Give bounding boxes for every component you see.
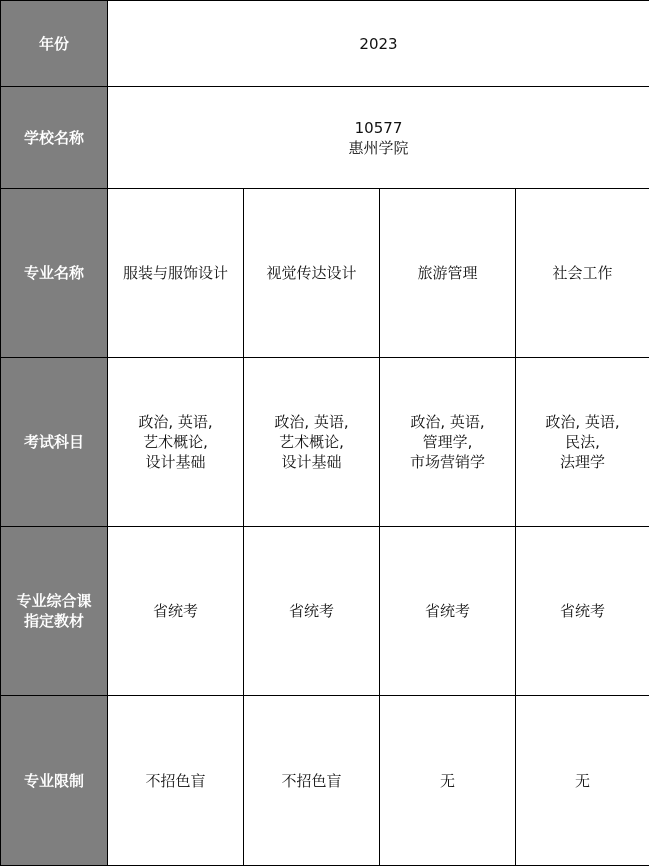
restriction-2: 不招色盲 [244, 696, 380, 866]
major-name-2: 视觉传达设计 [244, 189, 380, 358]
major-name-label: 专业名称 [1, 189, 108, 358]
major-name-row [1, 189, 649, 358]
school-cell [108, 87, 649, 189]
exam-subjects-row [1, 358, 649, 527]
textbook-label [1, 527, 108, 696]
major-name-3: 旅游管理 [380, 189, 516, 358]
year-value: 2023 [108, 1, 649, 87]
textbook-4: 省统考 [516, 527, 649, 696]
subject-line: 设计基础 [244, 452, 379, 472]
exam-subjects-4 [516, 358, 649, 527]
textbook-3: 省统考 [380, 527, 516, 696]
textbook-row [1, 527, 649, 696]
restriction-4: 无 [516, 696, 649, 866]
textbook-label-line1: 专业综合课 [1, 591, 107, 611]
year-row [1, 1, 649, 87]
school-code: 10577 [108, 118, 649, 138]
restriction-3: 无 [380, 696, 516, 866]
year-label: 年份 [1, 1, 108, 87]
restriction-label: 专业限制 [1, 696, 108, 866]
subject-line: 民法, [516, 432, 649, 452]
restriction-row [1, 696, 649, 866]
school-name: 惠州学院 [108, 138, 649, 158]
exam-subjects-3 [380, 358, 516, 527]
subject-line: 市场营销学 [380, 452, 515, 472]
subject-line: 政治, 英语, [516, 412, 649, 432]
textbook-label-line2: 指定教材 [1, 611, 107, 631]
exam-subjects-2 [244, 358, 380, 527]
textbook-2: 省统考 [244, 527, 380, 696]
subject-line: 法理学 [516, 452, 649, 472]
subject-line: 管理学, [380, 432, 515, 452]
school-name-label: 学校名称 [1, 87, 108, 189]
subject-line: 政治, 英语, [108, 412, 243, 432]
textbook-1: 省统考 [108, 527, 244, 696]
exam-subjects-label: 考试科目 [1, 358, 108, 527]
subject-line: 艺术概论, [244, 432, 379, 452]
subject-line: 政治, 英语, [244, 412, 379, 432]
restriction-1: 不招色盲 [108, 696, 244, 866]
school-row [1, 87, 649, 189]
major-name-4: 社会工作 [516, 189, 649, 358]
subject-line: 政治, 英语, [380, 412, 515, 432]
major-name-1: 服装与服饰设计 [108, 189, 244, 358]
subject-line: 艺术概论, [108, 432, 243, 452]
exam-subjects-1 [108, 358, 244, 527]
subject-line: 设计基础 [108, 452, 243, 472]
